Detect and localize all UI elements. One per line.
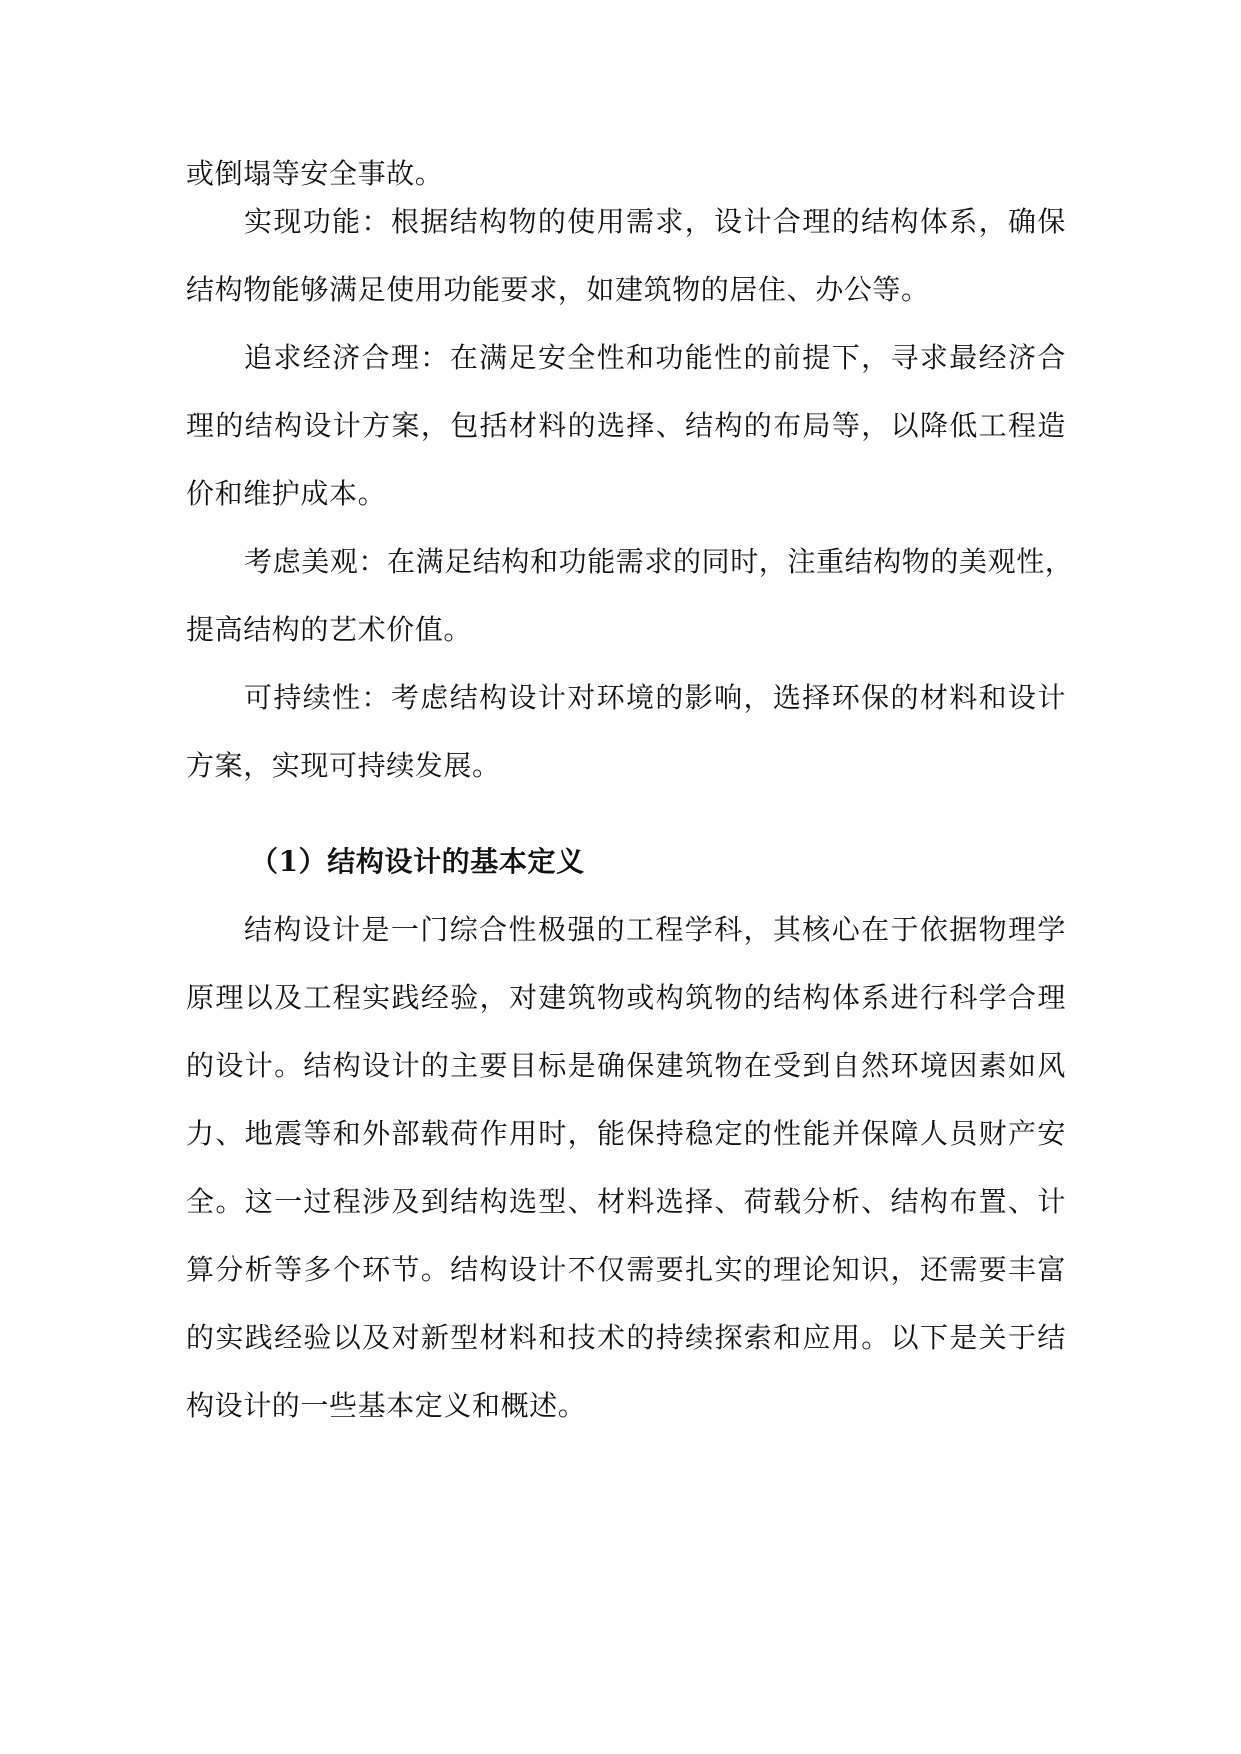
text-line: 结构设计是一门综合性极强的工程学科，其核心在于依据物理学 [244, 913, 1066, 946]
text-line: 理的结构设计方案，包括材料的选择、结构的布局等，以降低工程造 [186, 409, 1066, 442]
text-line: 提高结构的艺术价值。 [186, 613, 473, 646]
text-line: 算分析等多个环节。结构设计不仅需要扎实的理论知识，还需要丰富 [186, 1253, 1066, 1286]
section-heading: （1）结构设计的基本定义 [250, 845, 585, 878]
text-line: 的实践经验以及对新型材料和技术的持续探索和应用。以下是关于结 [186, 1321, 1066, 1354]
text-line: 力、地震等和外部载荷作用时，能保持稳定的性能并保障人员财产安 [186, 1117, 1066, 1150]
text-line: 价和维护成本。 [186, 477, 387, 510]
text-line: 的设计。结构设计的主要目标是确保建筑物在受到自然环境因素如风 [186, 1049, 1066, 1082]
text-line: 可持续性：考虑结构设计对环境的影响，选择环保的材料和设计 [244, 681, 1066, 714]
text-line: 或倒塌等安全事故。 [186, 157, 444, 190]
text-line: 全。这一过程涉及到结构选型、材料选择、荷载分析、结构布置、计 [186, 1185, 1066, 1218]
text-line: 方案，实现可持续发展。 [186, 749, 501, 782]
text-line: 实现功能：根据结构物的使用需求，设计合理的结构体系，确保 [244, 205, 1066, 238]
text-line: 考虑美观：在满足结构和功能需求的同时，注重结构物的美观性， [244, 545, 1074, 578]
text-line: 结构物能够满足使用功能要求，如建筑物的居住、办公等。 [186, 273, 930, 306]
text-line: 构设计的一些基本定义和概述。 [186, 1389, 587, 1422]
text-line: 原理以及工程实践经验，对建筑物或构筑物的结构体系进行科学合理 [186, 981, 1066, 1014]
text-line: 追求经济合理：在满足安全性和功能性的前提下，寻求最经济合 [244, 341, 1066, 374]
